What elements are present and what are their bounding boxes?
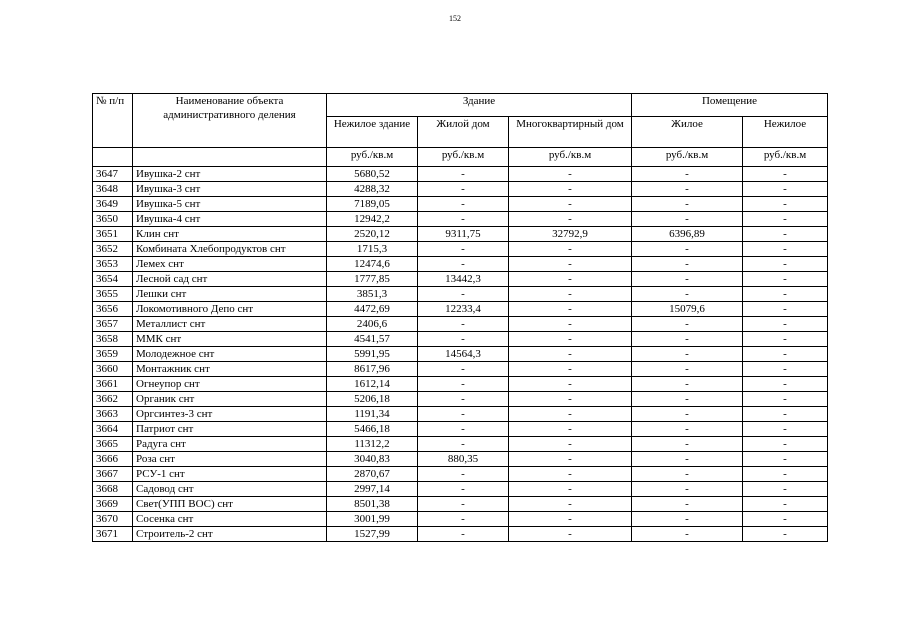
row-number: 3651 [93,227,133,242]
row-number: 3660 [93,362,133,377]
residential-premises-value: - [632,527,743,542]
header-building: Здание [327,94,632,117]
residential-premises-value: - [632,377,743,392]
apartment-building-value: - [509,362,632,377]
table-row [93,227,828,242]
residential-house-value: 12233,4 [418,302,509,317]
residential-house-value: - [418,317,509,332]
nonresidential-building-value: 5991,95 [327,347,418,362]
nonresidential-building-value: 5680,52 [327,167,418,182]
row-number: 3650 [93,212,133,227]
apartment-building-value: - [509,377,632,392]
nonresidential-premises-value: - [743,452,828,467]
residential-premises-value: - [632,497,743,512]
apartment-building-value: - [509,527,632,542]
nonresidential-premises-value: - [743,302,828,317]
table-row [93,482,828,497]
residential-house-value: - [418,407,509,422]
object-name: Лемех снт [133,257,327,272]
nonresidential-premises-value: - [743,287,828,302]
nonresidential-building-value: 8617,96 [327,362,418,377]
table-row [93,347,828,362]
residential-house-value: - [418,242,509,257]
nonresidential-premises-value: - [743,377,828,392]
nonresidential-premises-value: - [743,527,828,542]
nonresidential-premises-value: - [743,332,828,347]
nonresidential-premises-value: - [743,437,828,452]
object-name: Патриот снт [133,422,327,437]
row-number: 3648 [93,182,133,197]
apartment-building-value: 32792,9 [509,227,632,242]
residential-premises-value: - [632,467,743,482]
residential-premises-value: - [632,452,743,467]
header-num-empty [93,148,133,167]
table-row [93,197,828,212]
row-number: 3668 [93,482,133,497]
object-name: Садовод снт [133,482,327,497]
row-number: 3670 [93,512,133,527]
page-number: 152 [449,14,461,23]
row-number: 3655 [93,287,133,302]
apartment-building-value: - [509,482,632,497]
table-row [93,467,828,482]
nonresidential-premises-value: - [743,347,828,362]
residential-premises-value: - [632,317,743,332]
nonresidential-premises-value: - [743,212,828,227]
header-name-empty [133,148,327,167]
object-name: Локомотивного Депо снт [133,302,327,317]
residential-premises-value: - [632,512,743,527]
apartment-building-value: - [509,437,632,452]
row-number: 3657 [93,317,133,332]
row-number: 3659 [93,347,133,362]
apartment-building-value: - [509,197,632,212]
cadastral-value-table [92,93,828,542]
residential-house-value: - [418,182,509,197]
nonresidential-building-value: 1527,99 [327,527,418,542]
residential-premises-value: - [632,242,743,257]
residential-premises-value: - [632,407,743,422]
table-row [93,182,828,197]
nonresidential-building-value: 2870,67 [327,467,418,482]
row-number: 3664 [93,422,133,437]
nonresidential-building-value: 5206,18 [327,392,418,407]
residential-premises-value: - [632,182,743,197]
apartment-building-value: - [509,497,632,512]
residential-premises-value: - [632,167,743,182]
nonresidential-premises-value: - [743,242,828,257]
object-name: Роза снт [133,452,327,467]
nonresidential-building-value: 3851,3 [327,287,418,302]
object-name: Клин снт [133,227,327,242]
table-row [93,257,828,272]
nonresidential-premises-value: - [743,257,828,272]
apartment-building-value: - [509,452,632,467]
nonresidential-building-value: 12942,2 [327,212,418,227]
apartment-building-value: - [509,242,632,257]
nonresidential-premises-value: - [743,512,828,527]
row-number: 3671 [93,527,133,542]
nonresidential-premises-value: - [743,407,828,422]
nonresidential-building-value: 7189,05 [327,197,418,212]
table-row [93,422,828,437]
table-row [93,392,828,407]
table-row [93,302,828,317]
table-row [93,407,828,422]
header-residential-house: Жилой дом [418,117,509,148]
apartment-building-value: - [509,182,632,197]
object-name: Радуга снт [133,437,327,452]
residential-premises-value: - [632,332,743,347]
nonresidential-building-value: 5466,18 [327,422,418,437]
residential-premises-value: - [632,422,743,437]
residential-premises-value: 6396,89 [632,227,743,242]
residential-house-value: - [418,197,509,212]
nonresidential-premises-value: - [743,197,828,212]
object-name: Лешки снт [133,287,327,302]
object-name: Металлист снт [133,317,327,332]
apartment-building-value: - [509,257,632,272]
residential-house-value: - [418,287,509,302]
apartment-building-value: - [509,347,632,362]
header-unit: руб./кв.м [743,148,828,167]
row-number: 3667 [93,467,133,482]
row-number: 3665 [93,437,133,452]
residential-house-value: - [418,527,509,542]
table-row [93,497,828,512]
residential-house-value: 880,35 [418,452,509,467]
row-number: 3652 [93,242,133,257]
nonresidential-premises-value: - [743,182,828,197]
row-number: 3654 [93,272,133,287]
residential-premises-value: 15079,6 [632,302,743,317]
object-name: Комбината Хлебопродуктов снт [133,242,327,257]
residential-house-value: 14564,3 [418,347,509,362]
residential-premises-value: - [632,362,743,377]
header-unit: руб./кв.м [418,148,509,167]
nonresidential-premises-value: - [743,422,828,437]
apartment-building-value: - [509,167,632,182]
object-name: Огнеупор снт [133,377,327,392]
nonresidential-building-value: 4541,57 [327,332,418,347]
nonresidential-building-value: 1777,85 [327,272,418,287]
nonresidential-building-value: 4288,32 [327,182,418,197]
apartment-building-value: - [509,317,632,332]
apartment-building-value: - [509,302,632,317]
residential-premises-value: - [632,197,743,212]
residential-premises-value: - [632,287,743,302]
residential-premises-value: - [632,437,743,452]
residential-house-value: - [418,167,509,182]
row-number: 3656 [93,302,133,317]
residential-premises-value: - [632,272,743,287]
header-premises: Помещение [632,94,828,117]
header-num: № п/п [93,94,133,148]
residential-house-value: - [418,437,509,452]
apartment-building-value: - [509,287,632,302]
nonresidential-building-value: 3040,83 [327,452,418,467]
apartment-building-value: - [509,467,632,482]
nonresidential-premises-value: - [743,317,828,332]
header-name: Наименование объекта административного деления [133,94,327,148]
table-row [93,167,828,182]
table-row [93,242,828,257]
nonresidential-building-value: 2406,6 [327,317,418,332]
nonresidential-building-value: 1612,14 [327,377,418,392]
table-row [93,527,828,542]
apartment-building-value: - [509,272,632,287]
header-unit: руб./кв.м [632,148,743,167]
header-unit: руб./кв.м [509,148,632,167]
residential-house-value: - [418,467,509,482]
row-number: 3663 [93,407,133,422]
residential-house-value: - [418,512,509,527]
table-row [93,512,828,527]
apartment-building-value: - [509,407,632,422]
nonresidential-building-value: 2997,14 [327,482,418,497]
table-row [93,272,828,287]
residential-house-value: - [418,422,509,437]
header-nonresidential-premises: Нежилое [743,117,828,148]
residential-house-value: 9311,75 [418,227,509,242]
nonresidential-building-value: 12474,6 [327,257,418,272]
residential-house-value: 13442,3 [418,272,509,287]
object-name: ММК снт [133,332,327,347]
table-row [93,317,828,332]
table-row [93,437,828,452]
apartment-building-value: - [509,332,632,347]
residential-premises-value: - [632,482,743,497]
nonresidential-premises-value: - [743,482,828,497]
residential-premises-value: - [632,347,743,362]
residential-house-value: - [418,392,509,407]
object-name: Сосенка снт [133,512,327,527]
row-number: 3662 [93,392,133,407]
table-row [93,287,828,302]
row-number: 3666 [93,452,133,467]
row-number: 3658 [93,332,133,347]
residential-house-value: - [418,377,509,392]
residential-house-value: - [418,257,509,272]
nonresidential-premises-value: - [743,227,828,242]
table-row [93,377,828,392]
table-row [93,332,828,347]
residential-premises-value: - [632,212,743,227]
object-name: Ивушка-4 снт [133,212,327,227]
nonresidential-building-value: 11312,2 [327,437,418,452]
nonresidential-building-value: 2520,12 [327,227,418,242]
nonresidential-premises-value: - [743,362,828,377]
nonresidential-building-value: 4472,69 [327,302,418,317]
apartment-building-value: - [509,422,632,437]
row-number: 3653 [93,257,133,272]
object-name: Монтажник снт [133,362,327,377]
object-name: Оргсинтез-3 снт [133,407,327,422]
residential-premises-value: - [632,257,743,272]
apartment-building-value: - [509,512,632,527]
row-number: 3669 [93,497,133,512]
nonresidential-premises-value: - [743,167,828,182]
object-name: Строитель-2 снт [133,527,327,542]
row-number: 3649 [93,197,133,212]
object-name: РСУ-1 снт [133,467,327,482]
object-name: Свет(УПП ВОС) снт [133,497,327,512]
nonresidential-building-value: 3001,99 [327,512,418,527]
residential-premises-value: - [632,392,743,407]
residential-house-value: - [418,212,509,227]
nonresidential-premises-value: - [743,392,828,407]
nonresidential-building-value: 1715,3 [327,242,418,257]
nonresidential-premises-value: - [743,467,828,482]
table-row [93,212,828,227]
table-row [93,452,828,467]
residential-house-value: - [418,482,509,497]
nonresidential-building-value: 1191,34 [327,407,418,422]
nonresidential-premises-value: - [743,272,828,287]
residential-house-value: - [418,497,509,512]
residential-house-value: - [418,362,509,377]
residential-house-value: - [418,332,509,347]
object-name: Ивушка-3 снт [133,182,327,197]
object-name: Ивушка-5 снт [133,197,327,212]
object-name: Молодежное снт [133,347,327,362]
object-name: Органик снт [133,392,327,407]
row-number: 3661 [93,377,133,392]
table-row [93,362,828,377]
header-unit: руб./кв.м [327,148,418,167]
apartment-building-value: - [509,392,632,407]
header-residential-premises: Жилое [632,117,743,148]
nonresidential-premises-value: - [743,497,828,512]
row-number: 3647 [93,167,133,182]
apartment-building-value: - [509,212,632,227]
nonresidential-building-value: 8501,38 [327,497,418,512]
object-name: Лесной сад снт [133,272,327,287]
header-nonresidential-building: Нежилое здание [327,117,418,148]
header-apartment-building: Многоквартирный дом [509,117,632,148]
object-name: Ивушка-2 снт [133,167,327,182]
